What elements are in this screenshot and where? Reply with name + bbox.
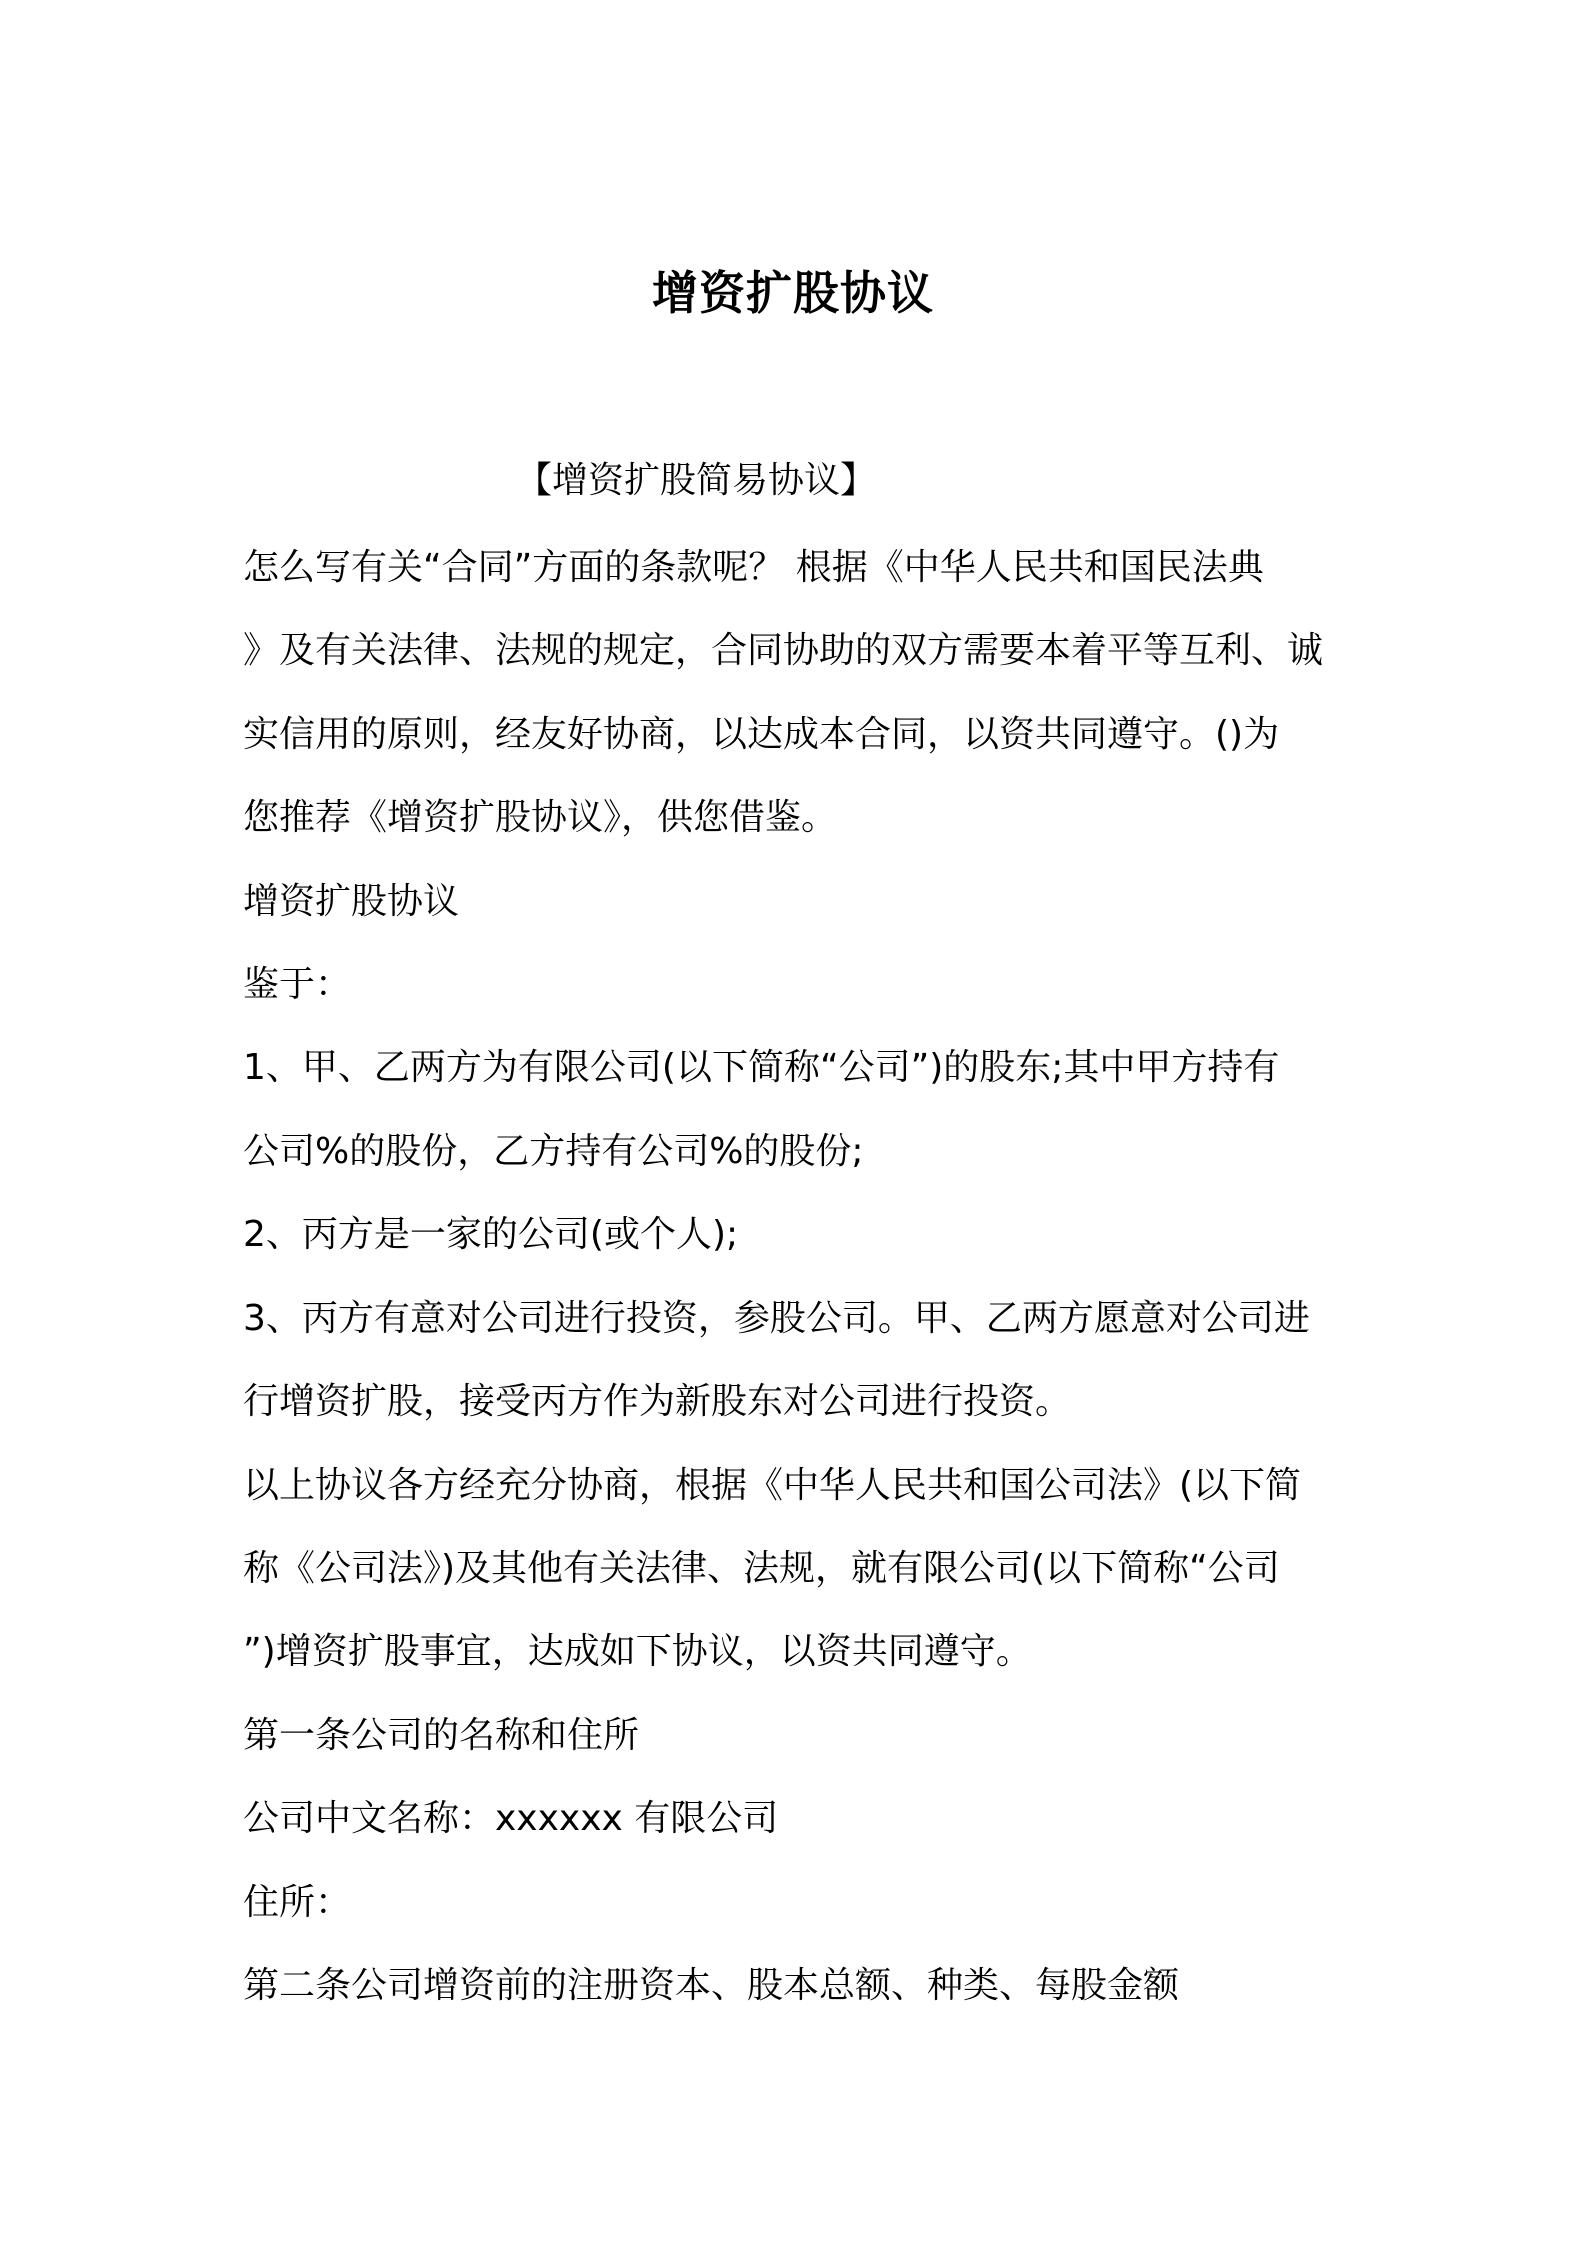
body-line: 增资扩股协议 [243,881,460,922]
body-line: 怎么写有关“合同”方面的条款呢？ 根据《中华人民共和国民法典 [243,547,1264,588]
body-line: 1、甲、乙两方为有限公司(以下简称“公司”)的股东;其中甲方持有 [243,1047,1280,1088]
body-line: 3、丙方有意对公司进行投资，参股公司。甲、乙两方愿意对公司进 [243,1298,1310,1339]
body-line: 行增资扩股，接受丙方作为新股东对公司进行投资。 [243,1381,1072,1422]
body-line: 第一条公司的名称和住所 [243,1715,640,1756]
body-line: 以上协议各方经充分协商，根据《中华人民共和国公司法》(以下简 [243,1465,1302,1506]
body-line: 实信用的原则，经友好协商，以达成本合同，以资共同遵守。()为 [243,714,1280,755]
body-line: 您推荐《增资扩股协议》，供您借鉴。 [243,797,838,838]
body-line: 2、丙方是一家的公司(或个人); [243,1214,739,1255]
body-line: 住所： [243,1882,352,1923]
document-subtitle: 【增资扩股简易协议】 [516,460,877,501]
body-line: 鉴于： [243,964,352,1005]
body-line: 第二条公司增资前的注册资本、股本总额、种类、每股金额 [243,1965,1180,2006]
body-line: 公司中文名称：xxxxxx 有限公司 [243,1798,779,1839]
body-line: 》及有关法律、法规的规定，合同协助的双方需要本着平等互利、诚 [243,630,1324,671]
body-line: 称《公司法》)及其他有关法律、法规，就有限公司(以下简称“公司 [243,1548,1280,1589]
body-line: 公司%的股份，乙方持有公司%的股份; [243,1131,864,1172]
document-title: 增资扩股协议 [652,266,934,320]
body-line: ”)增资扩股事宜，达成如下协议，以资共同遵守。 [243,1631,1032,1672]
